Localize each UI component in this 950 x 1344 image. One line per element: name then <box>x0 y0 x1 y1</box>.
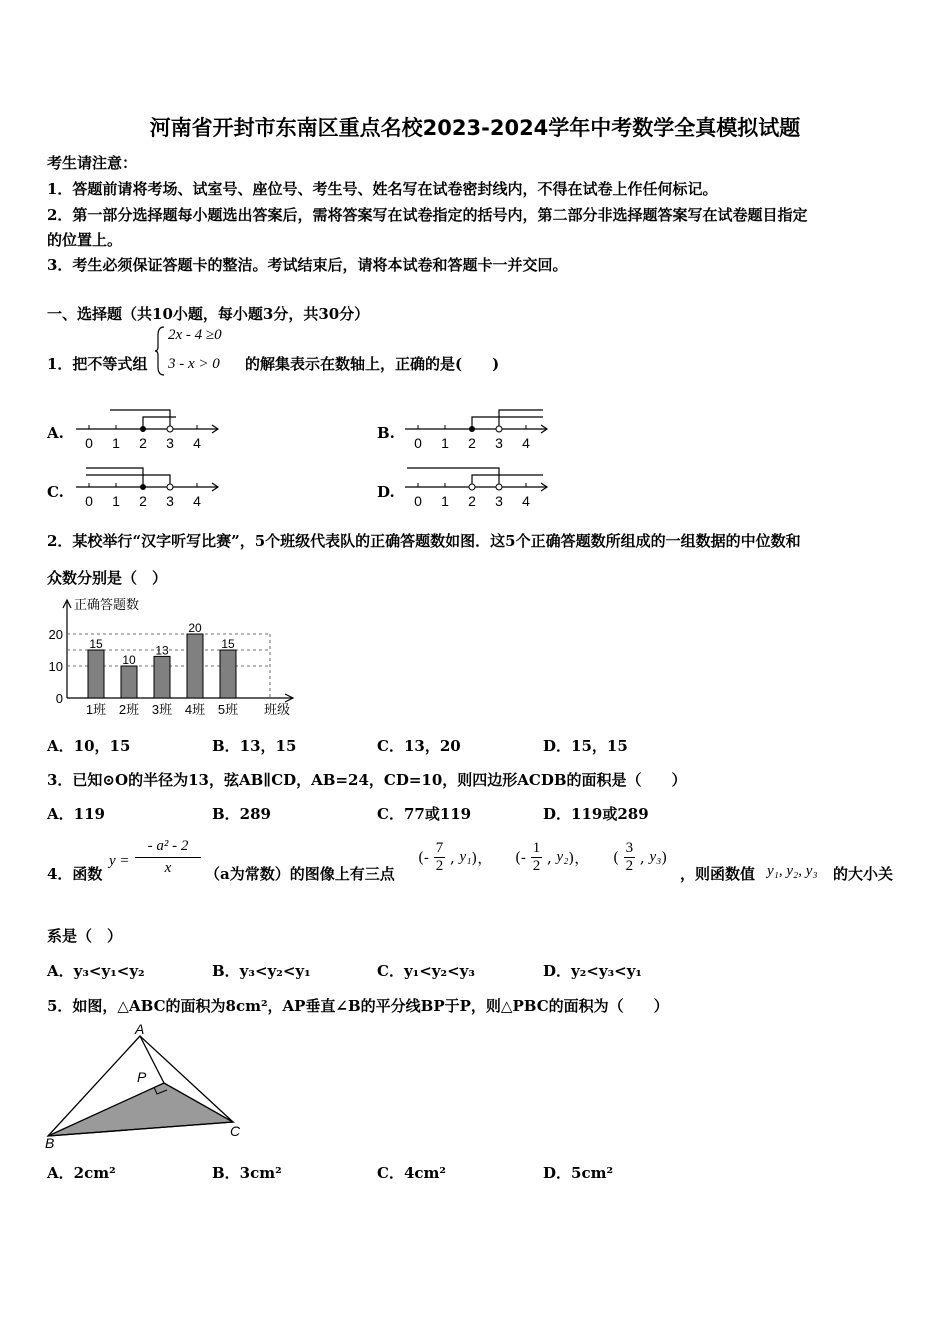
number-line-d <box>401 462 556 512</box>
vertex-label-b: B <box>45 1135 55 1150</box>
vertex-label-c: C <box>230 1123 241 1139</box>
tick-label: 4 <box>193 493 201 509</box>
q3-option-d: D．119或289 <box>543 805 649 823</box>
point-3-denominator: 2 <box>625 858 634 874</box>
q2-option-d: D．15，15 <box>543 737 628 755</box>
q1-option-d-label: D. <box>377 483 395 501</box>
bar-value-label: 13 <box>155 643 169 658</box>
tick-label: 2 <box>468 435 476 451</box>
vertex-label-p: P <box>137 1069 147 1085</box>
q5-option-d: D．5cm² <box>543 1164 614 1182</box>
tick-label: 2 <box>139 435 147 451</box>
q5-text: 5．如图，△ABC的面积为8cm²，AP垂直∠B的平分线BP于P，则△PBC的面积为（ ） <box>47 997 669 1015</box>
bar-value-label: 15 <box>89 637 103 651</box>
q4-function-fraction <box>135 838 201 877</box>
q4-suffix: 的大小关 <box>833 865 894 883</box>
notice-heading: 考生请注意： <box>47 154 138 172</box>
q5-option-c: C．4cm² <box>377 1164 446 1182</box>
tick-label: 0 <box>414 493 422 509</box>
point-2-y: y₂ <box>556 849 569 865</box>
x-axis-title: 班级 <box>264 702 291 717</box>
q2-option-c: C．13，20 <box>377 737 461 755</box>
tick-label: 0 <box>85 435 93 451</box>
bar-chart <box>40 592 305 722</box>
q4-point-1: (- $\frac{7}{2}$ , y₁)， <box>418 840 493 874</box>
point-1-y: y₁ <box>459 849 472 865</box>
tick-label: 4 <box>522 435 530 451</box>
point-3-numerator: 3 <box>625 840 634 856</box>
q3-option-c: C．77或119 <box>377 805 472 823</box>
tick-label: 3 <box>495 435 503 451</box>
q4-option-a: A．y₃<y₁<y₂ <box>47 962 145 980</box>
tick-label: 2 <box>468 493 476 509</box>
q4-function-lhs: y = <box>109 853 130 869</box>
x-tick-label: 5班 <box>217 702 239 717</box>
q4-point-2: (- $\frac{1}{2}$ , y₂)， <box>515 840 590 874</box>
q1-option-b-label: B. <box>377 424 395 442</box>
x-tick-label: 4班 <box>184 702 206 717</box>
x-tick-label: 1班 <box>85 702 107 717</box>
notice-item: 3．考生必须保证答题卡的整洁。考试结束后，请将本试卷和答题卡一并交回。 <box>47 256 568 274</box>
q2-option-a: A．10，15 <box>47 737 131 755</box>
bar <box>88 650 104 698</box>
tick-label: 3 <box>495 493 503 509</box>
tick-label: 2 <box>139 493 147 509</box>
q4-values: y₁, y₂, y₃ <box>767 863 818 879</box>
brace-icon <box>154 325 166 377</box>
q4-function-denominator: x <box>164 860 172 876</box>
number-line-a <box>72 404 222 454</box>
q2-line-2: 众数分别是（ ） <box>47 569 168 587</box>
q1-option-c-label: C. <box>47 483 64 501</box>
bar <box>121 666 137 698</box>
q1-inequality-1: 2x - 4 ≥0 <box>168 327 222 343</box>
notice-item: 的位置上。 <box>47 231 123 249</box>
q1-option-a-label: A. <box>47 424 64 442</box>
q4-line-2: 系是（ ） <box>47 927 123 945</box>
q1-suffix: 的解集表示在数轴上，正确的是( ) <box>245 355 500 373</box>
notice-item: 2．第一部分选择题每小题选出答案后，需将答案写在试卷指定的括号内，第二部分非选择题答案写在试卷题目指定 <box>47 206 808 224</box>
q4-constant-note: （a为常数）的图像上有三点 <box>205 865 395 883</box>
bar-value-label: 10 <box>122 653 136 667</box>
tick-label: 4 <box>193 435 201 451</box>
page-title: 河南省开封市东南区重点名校2023-2024学年中考数学全真模拟试题 <box>149 116 801 140</box>
triangle-pbc-shaded <box>48 1083 233 1136</box>
point-2-denominator: 2 <box>532 858 541 874</box>
q4-option-b: B．y₃<y₂<y₁ <box>212 962 311 980</box>
y-tick-label: 10 <box>48 659 63 674</box>
q2-line-1: 2．某校举行“汉字听写比赛”，5个班级代表队的正确答题数如图．这5个正确答题数所组成的一组数据的中位数和 <box>47 532 801 550</box>
q4-function-numerator: - a² - 2 <box>135 838 201 858</box>
q4-mid: ，则函数值 <box>680 865 756 883</box>
q4-prefix: 4．函数 <box>47 865 103 883</box>
tick-label: 0 <box>85 493 93 509</box>
bar-value-label: 15 <box>221 637 235 651</box>
y-axis-title: 正确答题数 <box>74 597 140 612</box>
point-2-numerator: 1 <box>532 840 541 856</box>
q1-prefix: 1．把不等式组 <box>47 355 148 373</box>
tick-label: 0 <box>414 435 422 451</box>
q5-option-a: A．2cm² <box>47 1164 116 1182</box>
bar <box>154 656 170 698</box>
point-1-numerator: 7 <box>435 840 444 856</box>
tick-label: 1 <box>441 435 449 451</box>
tick-label: 3 <box>166 435 174 451</box>
tick-label: 1 <box>112 435 120 451</box>
point-1-denominator: 2 <box>435 858 444 874</box>
q5-option-b: B．3cm² <box>212 1164 282 1182</box>
vertex-label-a: A <box>135 1021 145 1037</box>
x-tick-label: 3班 <box>151 702 173 717</box>
bar <box>187 634 203 698</box>
q4-point-3: ( $\frac{3}{2}$ , y₃) <box>613 840 668 874</box>
q3-option-b: B．289 <box>212 805 271 823</box>
tick-label: 3 <box>166 493 174 509</box>
notice-item: 1．答题前请将考场、试室号、座位号、考生号、姓名写在试卷密封线内，不得在试卷上作任何标记。 <box>47 180 718 198</box>
section-heading: 一、选择题（共10小题，每小题3分，共30分） <box>47 305 370 323</box>
number-line-c <box>72 462 222 512</box>
tick-label: 1 <box>441 493 449 509</box>
bar-value-label: 20 <box>188 621 202 635</box>
x-tick-label: 2班 <box>118 702 140 717</box>
number-line-b <box>401 404 556 454</box>
q2-option-b: B．13，15 <box>212 737 297 755</box>
q4-option-d: D．y₂<y₃<y₁ <box>543 962 643 980</box>
y-tick-label: 20 <box>48 627 63 642</box>
point-3-y: y₃ <box>649 849 662 865</box>
q4-option-c: C．y₁<y₂<y₃ <box>377 962 475 980</box>
triangle-figure <box>40 1020 260 1150</box>
q3-text: 3．已知⊙O的半径为13，弦AB∥CD，AB=24，CD=10，则四边形ACDB的面积是（ ） <box>47 771 687 789</box>
q3-option-a: A．119 <box>47 805 105 823</box>
tick-label: 4 <box>522 493 530 509</box>
y-tick-label: 0 <box>55 691 63 706</box>
bar <box>220 650 236 698</box>
tick-label: 1 <box>112 493 120 509</box>
q1-inequality-2: 3 - x > 0 <box>168 356 220 372</box>
